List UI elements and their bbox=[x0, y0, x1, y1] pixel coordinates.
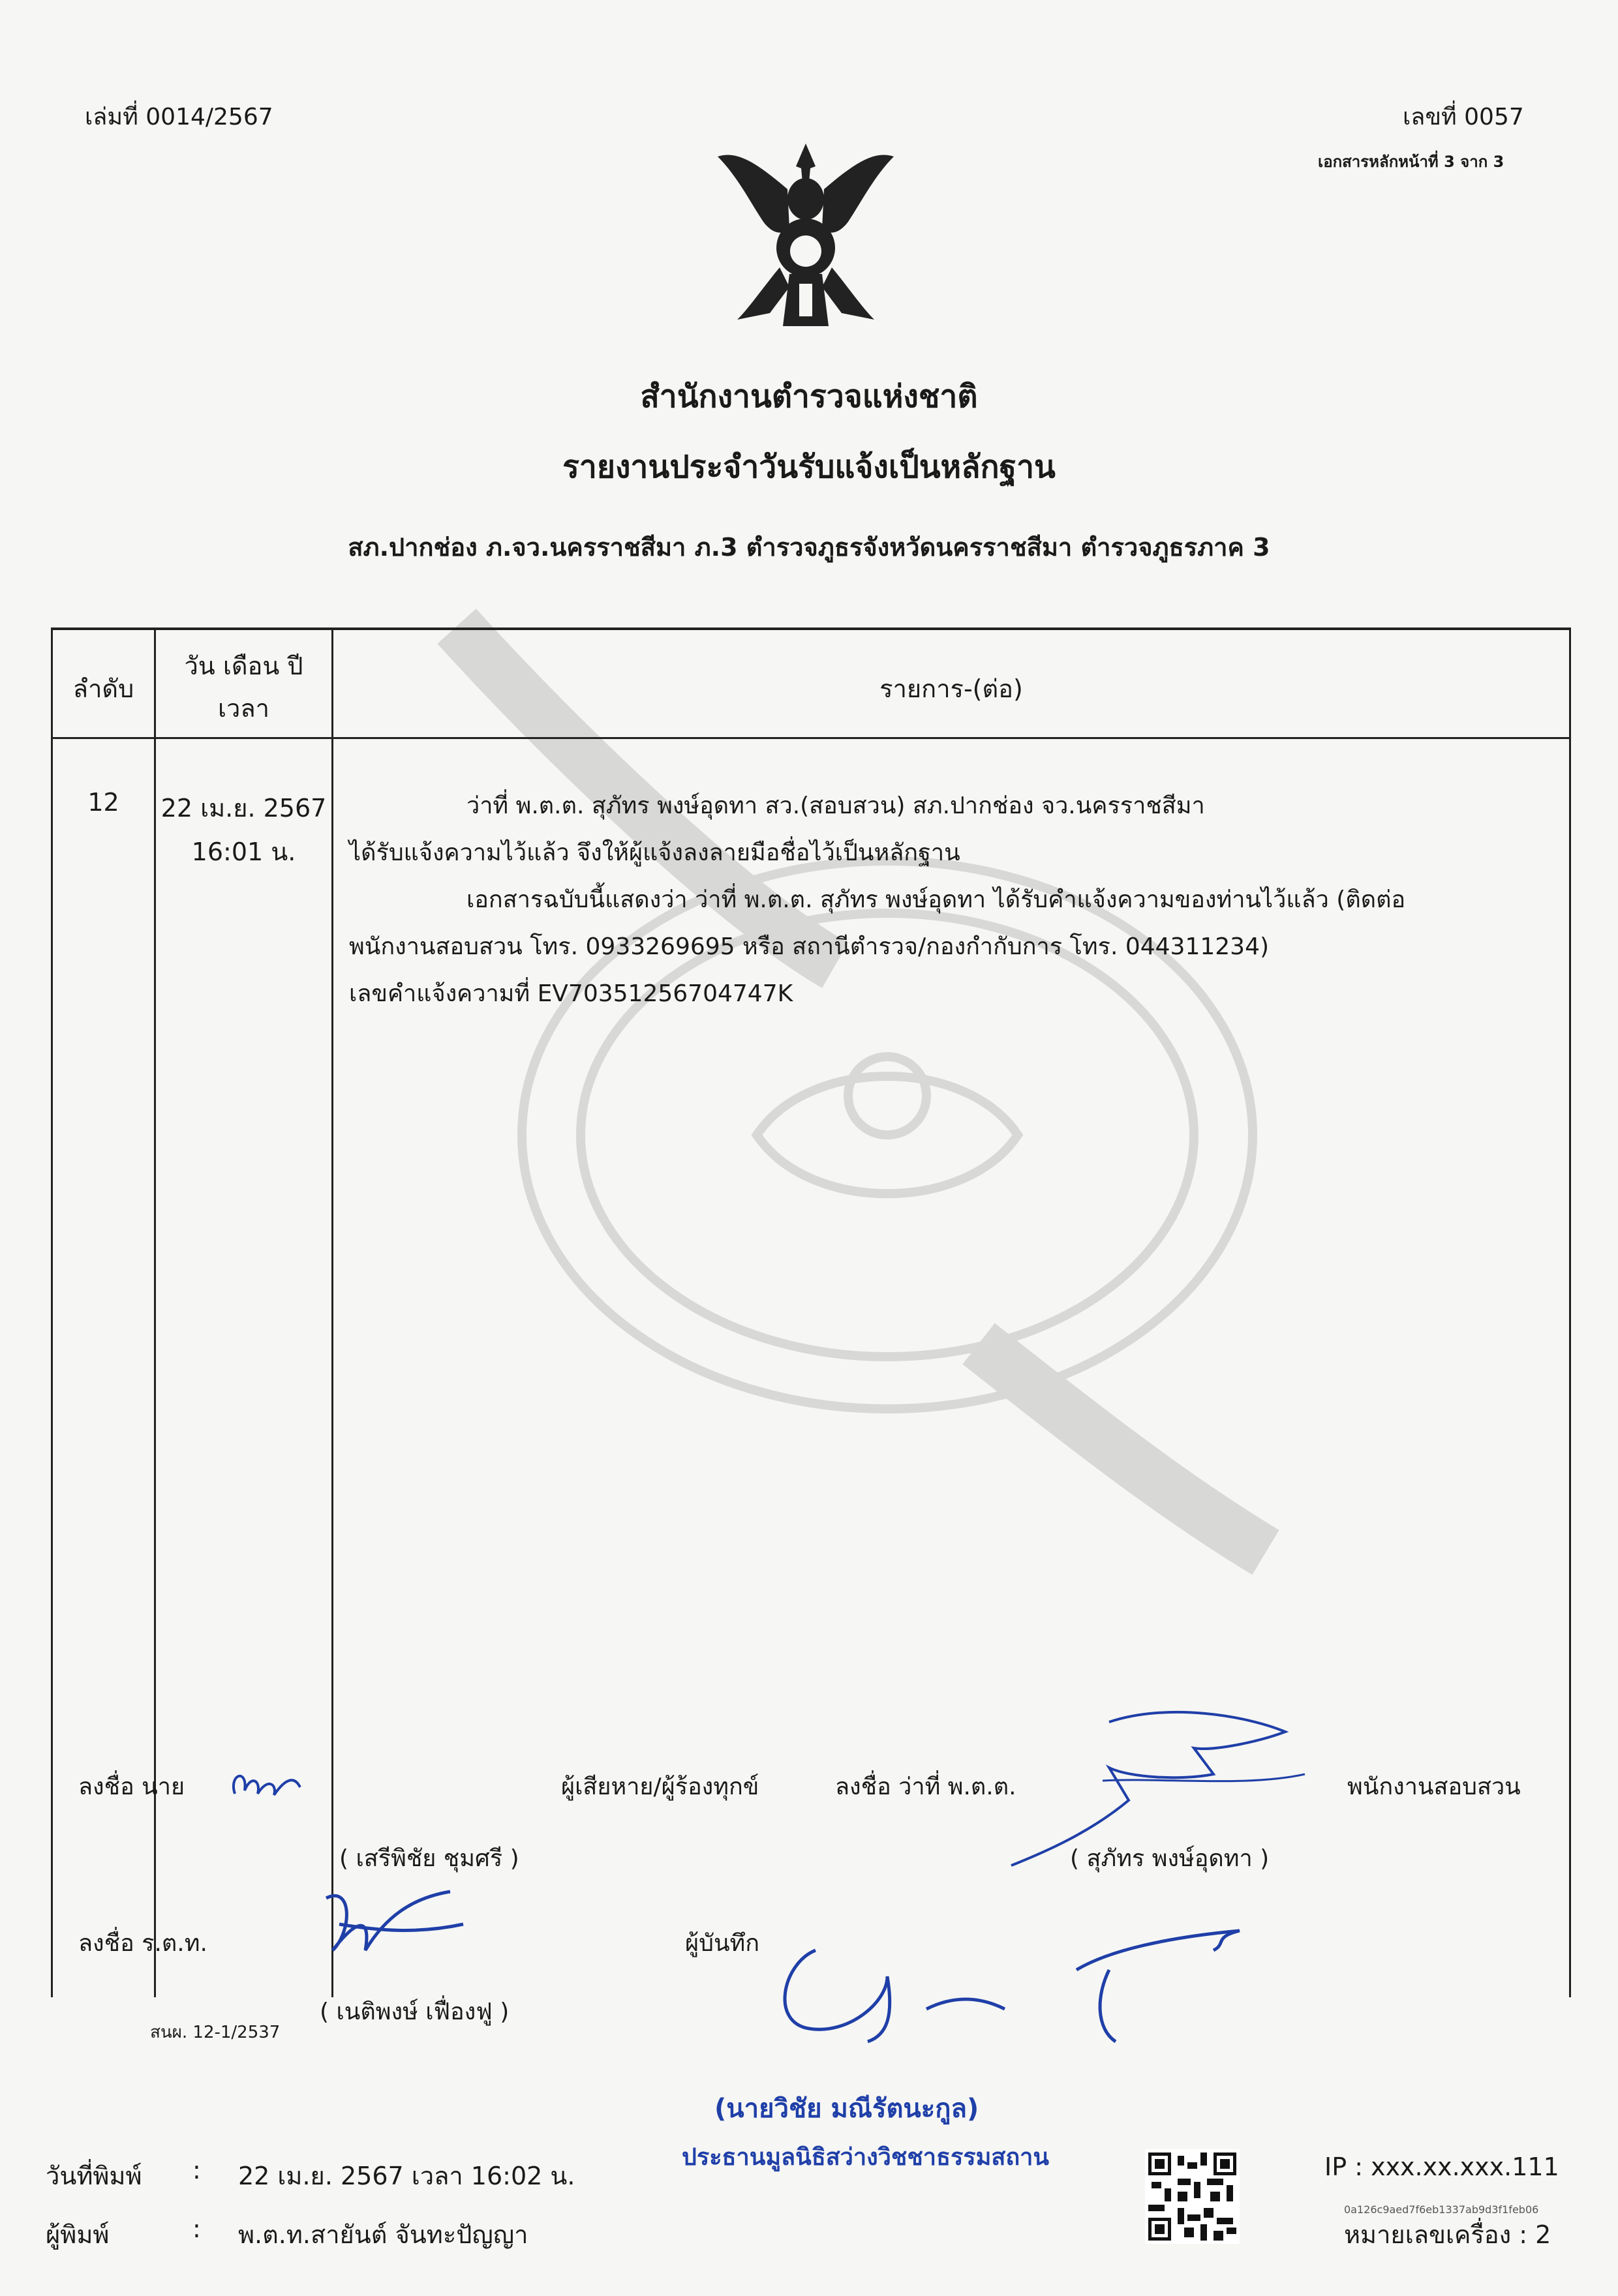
row-detail bbox=[349, 783, 1563, 1018]
garuda-emblem-icon bbox=[711, 137, 900, 333]
print-date-value: 22 เม.ย. 2567 เวลา 16:02 น. bbox=[238, 2162, 575, 2190]
victim-sign-label: ลงชื่อ นาย bbox=[78, 1774, 185, 1800]
row-time: 16:01 น. bbox=[191, 838, 296, 866]
officer-signature bbox=[998, 1702, 1324, 1872]
document-number: เลขที่ 0057 bbox=[1403, 104, 1524, 130]
column-header-detail: รายการ-(ต่อ) bbox=[879, 674, 1023, 703]
qr-code-icon bbox=[1145, 2149, 1240, 2244]
officer-sign-label: ลงชื่อ ว่าที่ พ.ต.ต. bbox=[835, 1774, 1016, 1800]
print-date-separator: : bbox=[192, 2156, 201, 2184]
officer-name: ( สุภัทร พงษ์อุดทา ) bbox=[1070, 1845, 1270, 1872]
column-header-date: วัน เดือน ปี bbox=[184, 652, 303, 680]
print-date-label: วันที่พิมพ์ bbox=[46, 2162, 142, 2190]
station-line: สภ.ปากช่อง ภ.จว.นครราชสีมา ภ.3 ตำรวจภูธรจังหวัดนครราชสีมา ตำรวจภูธรภาค 3 bbox=[348, 533, 1270, 562]
recorder-sign-label: ลงชื่อ ร.ต.ท. bbox=[78, 1930, 207, 1957]
row-number: 12 bbox=[87, 788, 119, 817]
document-hash: 0a126c9aed7f6eb1337ab9d3f1feb06 bbox=[1344, 2203, 1539, 2216]
seal-watermark bbox=[418, 600, 1331, 1578]
victim-role: ผู้เสียหาย/ผู้ร้องทุกข์ bbox=[561, 1774, 759, 1800]
victim-name: ( เสรีพิชัย ชุมศรี ) bbox=[339, 1845, 519, 1872]
row-date: 22 เม.ย. 2567 bbox=[160, 794, 327, 823]
detail-line: เอกสารฉบับนี้แสดงว่า ว่าที่ พ.ต.ต. สุภัทร พงษ์อุดทา ได้รับคำแจ้งความของท่านไว้แล้ว (ติดต่อ bbox=[466, 886, 1406, 913]
recorder-role: ผู้บันทึก bbox=[685, 1930, 760, 1957]
page-info: เอกสารหลักหน้าที่ 3 จาก 3 bbox=[1318, 153, 1504, 171]
recorder-signature bbox=[313, 1879, 470, 1976]
printer-label: ผู้พิมพ์ bbox=[46, 2220, 110, 2249]
detail-line: เลขคำแจ้งความที่ EV70351256704747K bbox=[349, 980, 793, 1007]
chairman-title: ประธานมูลนิธิสว่างวิชชาธรรมสถาน bbox=[682, 2144, 1049, 2171]
victim-signature bbox=[222, 1755, 313, 1813]
column-header-number: ลำดับ bbox=[72, 674, 134, 703]
chairman-name: (นายวิชัย มณีรัตนะกูล) bbox=[714, 2094, 979, 2124]
detail-line: พนักงานสอบสวน โทร. 0933269695 หรือ สถานีตำรวจ/กองกำกับการ โทร. 044311234) bbox=[349, 933, 1270, 960]
book-number: เล่มที่ 0014/2567 bbox=[85, 104, 273, 130]
ip-address: IP : xxx.xx.xxx.111 bbox=[1324, 2152, 1559, 2181]
chairman-signature bbox=[757, 1924, 1266, 2061]
recorder-name: ( เนติพงษ์ เฟื่องฟู ) bbox=[320, 1999, 510, 2025]
form-code: สนผ. 12-1/2537 bbox=[150, 2023, 281, 2042]
machine-number: หมายเลขเครื่อง : 2 bbox=[1344, 2220, 1551, 2249]
report-title: รายงานประจำวันรับแจ้งเป็นหลักฐาน bbox=[562, 449, 1056, 485]
column-header-time: เวลา bbox=[218, 694, 269, 723]
printer-separator: : bbox=[192, 2214, 201, 2243]
detail-line: ได้รับแจ้งความไว้แล้ว จึงให้ผู้แจ้งลงลายมือชื่อไว้เป็นหลักฐาน bbox=[349, 839, 960, 866]
officer-role: พนักงานสอบสวน bbox=[1347, 1774, 1521, 1800]
printer-value: พ.ต.ท.สายันต์ จันทะปัญญา bbox=[238, 2220, 528, 2249]
detail-line: ว่าที่ พ.ต.ต. สุภัทร พงษ์อุดทา สว.(สอบสวน) สภ.ปากช่อง จว.นครราชสีมา bbox=[466, 793, 1205, 819]
agency-title: สำนักงานตำรวจแห่งชาติ bbox=[640, 378, 978, 415]
